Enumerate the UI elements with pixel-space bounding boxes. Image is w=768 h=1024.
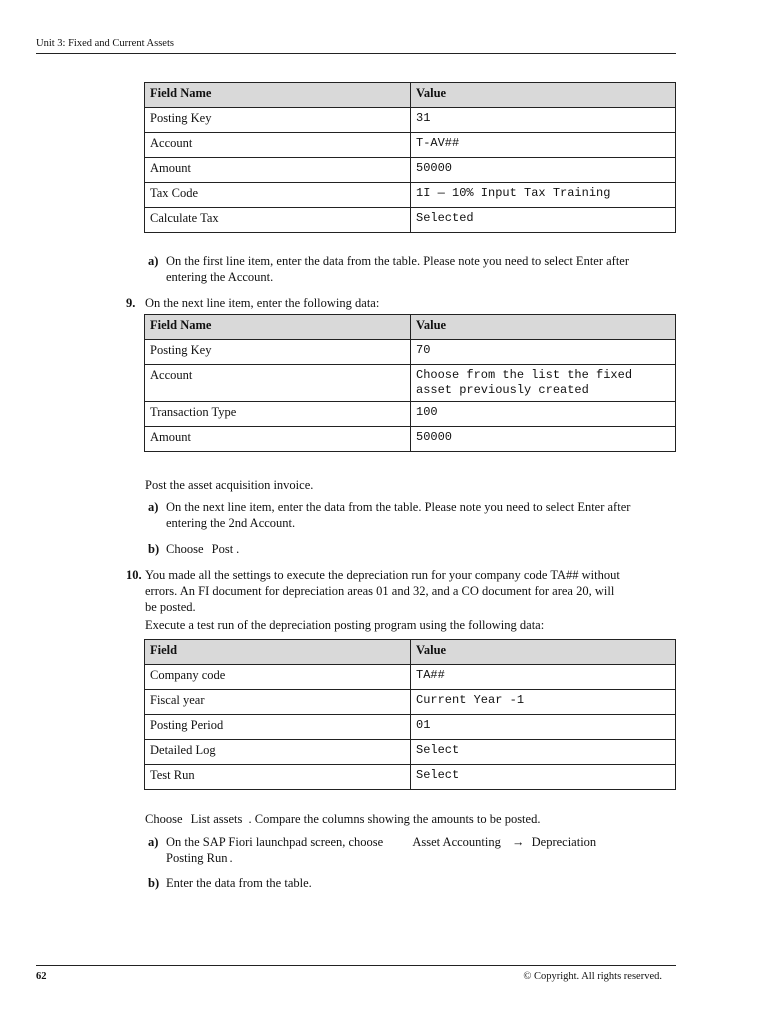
step-text: On the SAP Fiori launchpad screen, choose <box>166 835 384 849</box>
step-9a <box>148 499 636 531</box>
column-header: Value <box>411 640 676 665</box>
field-value: 50000 <box>411 158 676 183</box>
field-name: Transaction Type <box>145 402 411 427</box>
field-name: Tax Code <box>145 183 411 208</box>
column-header: Value <box>411 83 676 108</box>
field-value: Select <box>411 765 676 790</box>
table-row <box>145 183 676 208</box>
table-row <box>145 133 676 158</box>
field-name: Company code <box>145 665 411 690</box>
choose-list-assets <box>145 811 540 827</box>
step-label: a) <box>148 254 159 268</box>
field-name: Calculate Tax <box>145 208 411 233</box>
step-text: Choose <box>166 542 204 556</box>
table-row <box>145 340 676 365</box>
step-10 <box>126 567 625 615</box>
field-name: Account <box>145 133 411 158</box>
table-row <box>145 365 676 402</box>
field-value: TA## <box>411 665 676 690</box>
table-row <box>145 427 676 452</box>
table-row <box>145 665 676 690</box>
field-value: 50000 <box>411 427 676 452</box>
field-value: T-AV## <box>411 133 676 158</box>
table-header-row <box>145 83 676 108</box>
table-row <box>145 740 676 765</box>
step-label: a) <box>148 500 159 514</box>
step-label: a) <box>148 835 159 849</box>
field-value: Selected <box>411 208 676 233</box>
page-footer <box>36 965 676 982</box>
table-row <box>145 765 676 790</box>
step-9b <box>148 541 636 557</box>
table-row <box>145 208 676 233</box>
field-name: Amount <box>145 427 411 452</box>
step-10b <box>148 875 636 891</box>
table-row <box>145 715 676 740</box>
column-header: Field Name <box>145 83 411 108</box>
page-number: 62 <box>36 971 47 982</box>
nav-asset-accounting: Asset Accounting <box>412 835 501 849</box>
table-header-row <box>145 315 676 340</box>
step-8a <box>148 253 636 285</box>
field-name: Account <box>145 365 411 402</box>
column-header: Value <box>411 315 676 340</box>
column-header: Field <box>145 640 411 665</box>
table-row <box>145 402 676 427</box>
table-tax-line-item <box>144 82 676 233</box>
step-text: Enter the data from the table. <box>166 876 312 890</box>
table-row <box>145 108 676 133</box>
instruction-text: Choose <box>145 812 183 826</box>
copyright-notice: © Copyright. All rights reserved. <box>523 971 662 982</box>
step-text: On the first line item, enter the data from the table. Please note you need to select Enter after entering the Account. <box>166 254 630 284</box>
step-label: b) <box>148 876 160 890</box>
field-name: Amount <box>145 158 411 183</box>
table-asset-line-item <box>144 314 676 452</box>
table-header-row <box>145 640 676 665</box>
field-value: Choose from the list the fixed asset previously created <box>411 365 676 402</box>
running-header: Unit 3: Fixed and Current Assets <box>36 38 676 54</box>
punctuation: . <box>236 542 240 556</box>
field-value: 01 <box>411 715 676 740</box>
field-name: Posting Key <box>145 108 411 133</box>
field-value: 100 <box>411 402 676 427</box>
punctuation: . <box>229 851 233 865</box>
step-10a <box>148 834 636 866</box>
nav-depreciation-posting-run: Depreciation Posting Run <box>166 835 597 865</box>
field-name: Test Run <box>145 765 411 790</box>
field-name: Detailed Log <box>145 740 411 765</box>
step-text: On the next line item, enter the following data: <box>145 296 380 310</box>
column-header: Field Name <box>145 315 411 340</box>
field-value: 1I — 10% Input Tax Training <box>411 183 676 208</box>
field-value: Select <box>411 740 676 765</box>
field-name: Posting Key <box>145 340 411 365</box>
list-assets-button-ref: List assets <box>190 812 243 826</box>
field-name: Posting Period <box>145 715 411 740</box>
step-text: On the next line item, enter the data from the table. Please note you need to select Enter after entering the 2nd Account. <box>166 500 631 530</box>
field-value: 31 <box>411 108 676 133</box>
post-instruction: Post the asset acquisition invoice. <box>145 478 314 492</box>
instruction-text: . Compare the columns showing the amounts to be posted. <box>248 812 541 826</box>
step-text: You made all the settings to execute the depreciation run for your company code TA## without errors. An FI document for depreciation areas 01 and 32, and a CO document for area 20, will be posted. <box>145 568 620 614</box>
table-depreciation-run <box>144 639 676 790</box>
table-row <box>145 690 676 715</box>
step-number: 10. <box>126 568 142 582</box>
post-button-ref: Post <box>211 542 234 556</box>
step-9 <box>126 295 625 311</box>
step-label: b) <box>148 542 160 556</box>
table-row <box>145 158 676 183</box>
field-value: Current Year -1 <box>411 690 676 715</box>
step-number: 9. <box>126 296 136 310</box>
field-name: Fiscal year <box>145 690 411 715</box>
arrow-right-icon: → <box>512 835 525 849</box>
step-10-intro: Execute a test run of the depreciation posting program using the following data: <box>145 618 545 632</box>
field-value: 70 <box>411 340 676 365</box>
